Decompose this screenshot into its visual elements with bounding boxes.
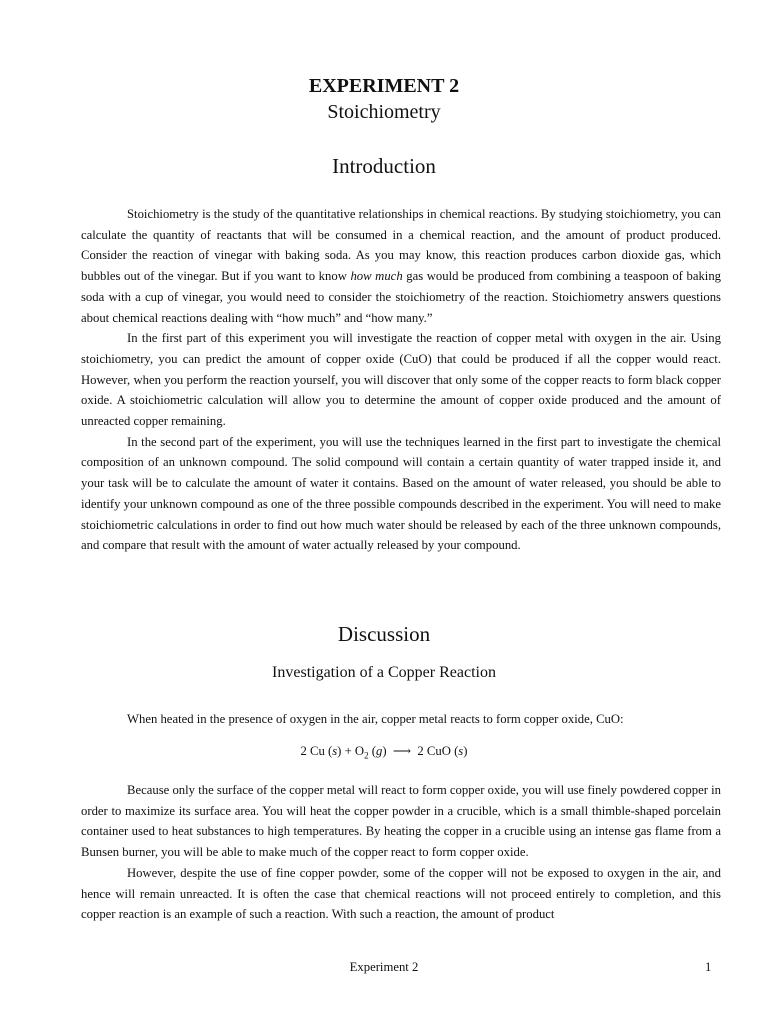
discussion-lead (81, 709, 721, 730)
introduction-body (81, 204, 721, 556)
intro-paragraph-1: Stoichiometry is the study of the quantitative relationships in chemical reactions. By studying stoichiometry, you can calculate the quantity of reactants that will be consumed in a chemical reaction, and the amount of product produced. Consider the reaction of vinegar with baking soda. As you may know, this reaction produces carbon dioxide gas, which bubbles out of the vinegar. But if you want to know how much gas would be produced from combining a teaspoon of baking soda with a cup of vinegar, you would need to consider the stoichiometry of the reaction. Stoichiometry answers questions about chemical reactions dealing with “how much” and “how many.” (81, 207, 722, 325)
intro-paragraph-3: In the second part of the experiment, you will use the techniques learned in the first part to investigate the chemical composition of an unknown compound. The solid compound will contain a certain quantity of water trapped inside it, and your task will be to calculate the amount of water it contains. Based on the amount of water released, you should be able to identify your unknown compound as one of the three possible compounds described in the experiment. You will need to make stoichiometric calculations in order to find out how much water should be released by each of the three unknown compounds, and compare that result with the amount of water actually released by your compound. (81, 434, 721, 553)
discussion-paragraph-1: Because only the surface of the copper metal will react to form copper oxide, you will use finely powdered copper in order to maximize its surface area. You will heat the copper powder in a crucible, which is a small thimble-shaped porcelain container used to heat substances to high temperatures. By heating the copper in a crucible using an intense gas flame from a Bunsen burner, you will be able to make much of the copper react to form copper oxide. (81, 783, 721, 860)
footer-label: Experiment 2 (349, 960, 419, 974)
discussion-body (81, 780, 721, 925)
discussion-heading: Discussion (337, 622, 431, 646)
reaction-equation: 2 Cu $(s) + O_2$ (g) ⟶ 2 CuO (s) (300, 744, 468, 761)
discussion-paragraph-2: However, despite the use of fine copper powder, some of the copper will not be exposed to oxygen in the air, and hence will remain unreacted. It is often the case that chemical reactions will not proceed entirely to completion, and this copper reaction is an example of such a reaction. With such a reaction, the amount of product (81, 865, 721, 922)
intro-paragraph-2: In the first part of this experiment you will investigate the reaction of copper metal with oxygen in the air. Using stoichiometry, you can predict the amount of copper oxide (CuO) that could be produced if all the copper would react. However, when you perform the reaction yourself, you will discover that only some of the copper reacts to form black copper oxide. A stoichiometric calculation will allow you to determine the amount of copper oxide produced and the amount of unreacted copper remaining. (81, 331, 721, 429)
experiment-title: EXPERIMENT 2 (308, 75, 460, 97)
experiment-subtitle: Stoichiometry (327, 101, 441, 123)
introduction-heading: Introduction (332, 154, 436, 178)
lead-paragraph: When heated in the presence of oxygen in the air, copper metal reacts to form copper oxide, CuO: (127, 712, 624, 726)
page-number: 1 (705, 960, 712, 974)
copper-reaction-subheading: Investigation of a Copper Reaction (272, 664, 496, 681)
